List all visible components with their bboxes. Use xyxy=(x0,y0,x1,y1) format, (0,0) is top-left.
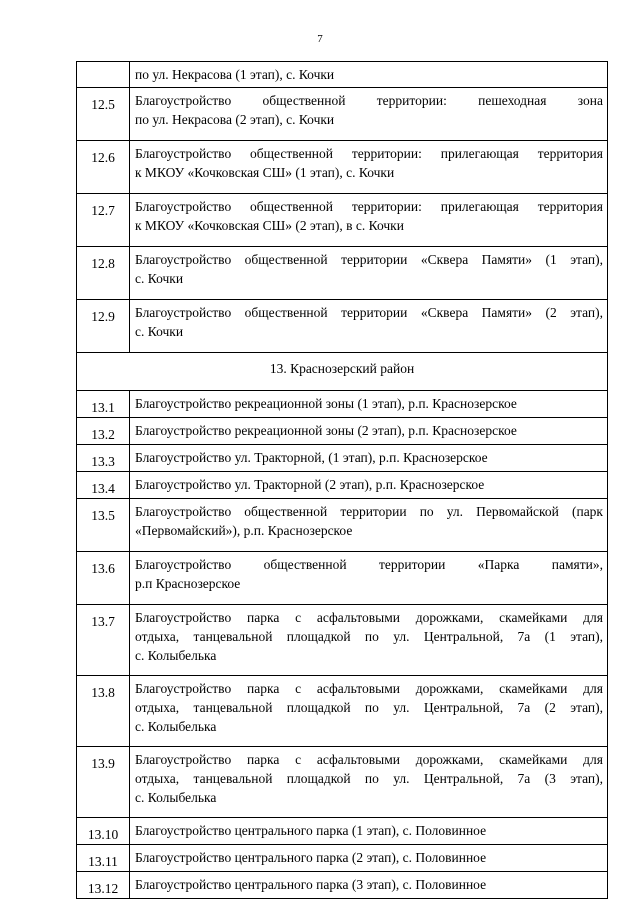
table-row xyxy=(77,499,608,552)
row-text-cell xyxy=(130,62,608,88)
table-row xyxy=(77,194,608,247)
row-text-cell xyxy=(130,445,608,472)
row-text-line: Благоустройство общественной территории «Парка памяти», xyxy=(135,557,603,572)
row-text-cell xyxy=(130,418,608,445)
row-text-line: Благоустройство парка с асфальтовыми дорожками, скамейками для xyxy=(135,681,603,696)
row-text-line: Благоустройство ул. Тракторной, (1 этап), р.п. Краснозерское xyxy=(135,450,488,465)
table-row xyxy=(77,818,608,845)
table-row xyxy=(77,445,608,472)
row-text-line: Благоустройство центрального парка (2 этап), с. Половинное xyxy=(135,850,487,865)
row-text-line: с. Кочки xyxy=(135,271,184,286)
row-text-cell xyxy=(130,194,608,247)
row-text-cell xyxy=(130,552,608,605)
table-row xyxy=(77,141,608,194)
row-text-line: Благоустройство общественной территории «Сквера Памяти» (2 этап), xyxy=(135,305,603,320)
row-text-line: отдыха, танцевальной площадкой по ул. Центральной, 7а (1 этап), xyxy=(135,629,603,644)
row-number: 13.11 xyxy=(77,845,130,872)
row-number: 12.7 xyxy=(77,194,130,247)
row-text-line: Благоустройство ул. Тракторной (2 этап), р.п. Краснозерское xyxy=(135,477,485,492)
row-text-cell xyxy=(130,141,608,194)
row-number: 12.6 xyxy=(77,141,130,194)
row-text-cell xyxy=(130,872,608,899)
row-text-line: Благоустройство центрального парка (1 этап), с. Половинное xyxy=(135,823,487,838)
row-text-line: Благоустройство общественной территории по ул. Первомайской (парк xyxy=(135,504,603,519)
table-row xyxy=(77,747,608,818)
row-number: 13.4 xyxy=(77,472,130,499)
table-row xyxy=(77,552,608,605)
section-title: 13. Краснозерский район xyxy=(77,353,608,391)
section-header-row xyxy=(77,353,608,391)
row-text-line: Благоустройство общественной территории: прилегающая территория xyxy=(135,146,603,161)
row-text-cell xyxy=(130,605,608,676)
table-row xyxy=(77,247,608,300)
row-text-cell xyxy=(130,247,608,300)
row-text-line: «Первомайский»), р.п. Краснозерское xyxy=(135,523,353,538)
row-text-line: Благоустройство центрального парка (3 этап), с. Половинное xyxy=(135,877,487,892)
page-number: 7 xyxy=(317,33,323,45)
row-number-cell xyxy=(77,62,130,88)
row-text-line: Благоустройство парка с асфальтовыми дорожками, скамейками для xyxy=(135,752,603,767)
row-number: 13.6 xyxy=(77,552,130,605)
table-row xyxy=(77,872,608,899)
row-text-cell xyxy=(130,747,608,818)
table-row xyxy=(77,845,608,872)
row-number: 13.7 xyxy=(77,605,130,676)
row-text-cell xyxy=(130,472,608,499)
row-text-cell xyxy=(130,88,608,141)
row-text-cell xyxy=(130,300,608,353)
row-text-line: по ул. Некрасова (2 этап), с. Кочки xyxy=(135,112,335,127)
table-row xyxy=(77,472,608,499)
row-text-line: Благоустройство парка с асфальтовыми дорожками, скамейками для xyxy=(135,610,603,625)
table-row xyxy=(77,391,608,418)
row-text-line: к МКОУ «Кочковская СШ» (1 этап), с. Кочки xyxy=(135,165,395,180)
row-text-line: Благоустройство общественной территории «Сквера Памяти» (1 этап), xyxy=(135,252,603,267)
row-number: 12.8 xyxy=(77,247,130,300)
row-text-cell xyxy=(130,499,608,552)
row-text: по ул. Некрасова (1 этап), с. Кочки xyxy=(135,67,335,82)
table-row xyxy=(77,88,608,141)
table-row xyxy=(77,676,608,747)
row-number: 13.12 xyxy=(77,872,130,899)
table-row xyxy=(77,300,608,353)
row-text-line: р.п Краснозерское xyxy=(135,576,241,591)
row-number: 13.2 xyxy=(77,418,130,445)
row-number: 13.10 xyxy=(77,818,130,845)
row-number: 13.3 xyxy=(77,445,130,472)
objects-table xyxy=(76,61,608,899)
row-text-line: Благоустройство рекреационной зоны (1 этап), р.п. Краснозерское xyxy=(135,396,517,411)
row-text-line: отдыха, танцевальной площадкой по ул. Центральной, 7а (2 этап), xyxy=(135,700,603,715)
row-text-line: Благоустройство рекреационной зоны (2 этап), р.п. Краснозерское xyxy=(135,423,517,438)
row-text-line: Благоустройство общественной территории: пешеходная зона xyxy=(135,93,603,108)
table-row xyxy=(77,605,608,676)
row-number: 13.5 xyxy=(77,499,130,552)
row-text-line: с. Колыбелька xyxy=(135,648,217,663)
table-row xyxy=(77,418,608,445)
row-text-line: Благоустройство общественной территории: прилегающая территория xyxy=(135,199,603,214)
row-text-cell xyxy=(130,391,608,418)
row-text-line: отдыха, танцевальной площадкой по ул. Центральной, 7а (3 этап), xyxy=(135,771,603,786)
row-text-cell xyxy=(130,845,608,872)
row-number: 13.1 xyxy=(77,391,130,418)
row-text-line: с. Кочки xyxy=(135,324,184,339)
table-row xyxy=(77,62,608,88)
row-number: 12.5 xyxy=(77,88,130,141)
row-text-cell xyxy=(130,676,608,747)
row-number: 13.9 xyxy=(77,747,130,818)
row-text-line: с. Колыбелька xyxy=(135,719,217,734)
row-number: 12.9 xyxy=(77,300,130,353)
row-number: 13.8 xyxy=(77,676,130,747)
row-text-cell xyxy=(130,818,608,845)
row-text-line: с. Колыбелька xyxy=(135,790,217,805)
row-text-line: к МКОУ «Кочковская СШ» (2 этап), в с. Кочки xyxy=(135,218,404,233)
